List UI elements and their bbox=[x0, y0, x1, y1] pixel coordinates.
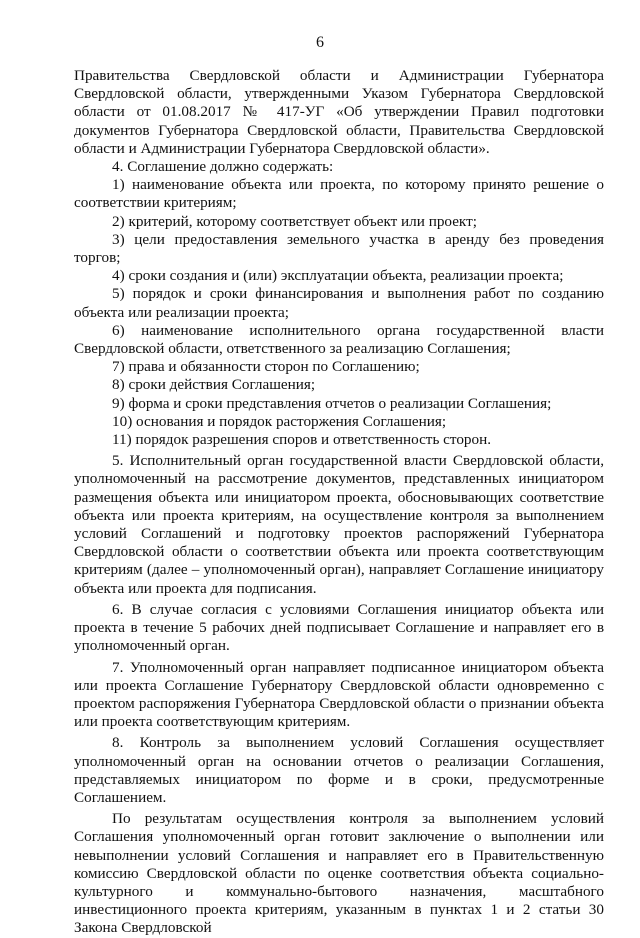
paragraph: 8. Контроль за выполнением условий Соглашения осуществляет уполномоченный орган на основании отчетов о реализации Соглашения, представляемых инициатором по форме и в сроки, предусмотренные Соглашением. bbox=[74, 734, 604, 806]
paragraph: 2) критерий, которому соответствует объект или проект; bbox=[112, 212, 477, 230]
page-number: 6 bbox=[316, 34, 324, 51]
document-body bbox=[74, 67, 604, 938]
paragraph: 4. Соглашение должно содержать: bbox=[112, 158, 334, 176]
paragraph: 7. Уполномоченный орган направляет подписанное инициатором объекта или проекта Соглашение Губернатору Свердловской области одновременно с проектом распоряжения Губернатора Свердловской области о признании объекта или проекта соответствующим критериям. bbox=[74, 658, 604, 731]
paragraph: Правительства Свердловской области и Администрации Губернатора Свердловской области, утвержденными Указом Губернатора Свердловской области от 01.08.2017 № 417-УГ «Об утверждении Правил подготовки документов Губернатора Свердловской области, Правительства Свердловской области и Администрации Губернатора Свердловской области». bbox=[74, 67, 604, 157]
paragraph: 3) цели предоставления земельного участка в аренду без проведения торгов; bbox=[74, 230, 604, 267]
paragraph: 4) сроки создания и (или) эксплуатации объекта, реализации проекта; bbox=[112, 267, 564, 285]
paragraph: По результатам осуществления контроля за выполнением условий Соглашения уполномоченный орган готовит заключение о выполнении или невыполнении условий Соглашения и направляет его в Правительственную комиссию Свердловской области по оценке соответствия объекта социально-культурного и коммунально-бытового назначения, масштабного инвестиционного проекта критериям, указанным в пунктах 1 и 2 статьи 30 Закона Свердловской bbox=[74, 810, 604, 937]
paragraph: 10) основания и порядок расторжения Соглашения; bbox=[112, 412, 447, 430]
paragraph: 9) форма и сроки представления отчетов о реализации Соглашения; bbox=[112, 394, 552, 412]
paragraph: 5) порядок и сроки финансирования и выполнения работ по созданию объекта или реализации проекта; bbox=[74, 285, 604, 321]
paragraph: 5. Исполнительный орган государственной власти Свердловской области, уполномоченный на рассмотрение документов, представленных инициатором размещения объекта или инициатором проекта, обосновывающих соответствие объекта или проекта критериям, на осуществление контроля за выполнением условий Соглашений и подготовку проектов распоряжений Губернатора Свердловской области о соответствии объекта или проекта соответствующим критериям (далее – уполномоченный орган), направляет Соглашение инициатору объекта или проекта для подписания. bbox=[74, 452, 604, 597]
paragraph: 11) порядок разрешения споров и ответственность сторон. bbox=[112, 431, 492, 449]
paragraph: 1) наименование объекта или проекта, по которому принято решение о соответствии критериям; bbox=[74, 176, 604, 212]
paragraph: 8) сроки действия Соглашения; bbox=[112, 376, 316, 394]
paragraph: 6) наименование исполнительного органа государственной власти Свердловской области, ответственного за реализацию Соглашения; bbox=[74, 321, 604, 358]
paragraph: 6. В случае согласия с условиями Соглашения инициатор объекта или проекта в течение 5 рабочих дней подписывает Соглашение и направляет его в уполномоченный орган. bbox=[74, 600, 604, 655]
paragraph: 7) права и обязанности сторон по Соглашению; bbox=[112, 358, 420, 376]
